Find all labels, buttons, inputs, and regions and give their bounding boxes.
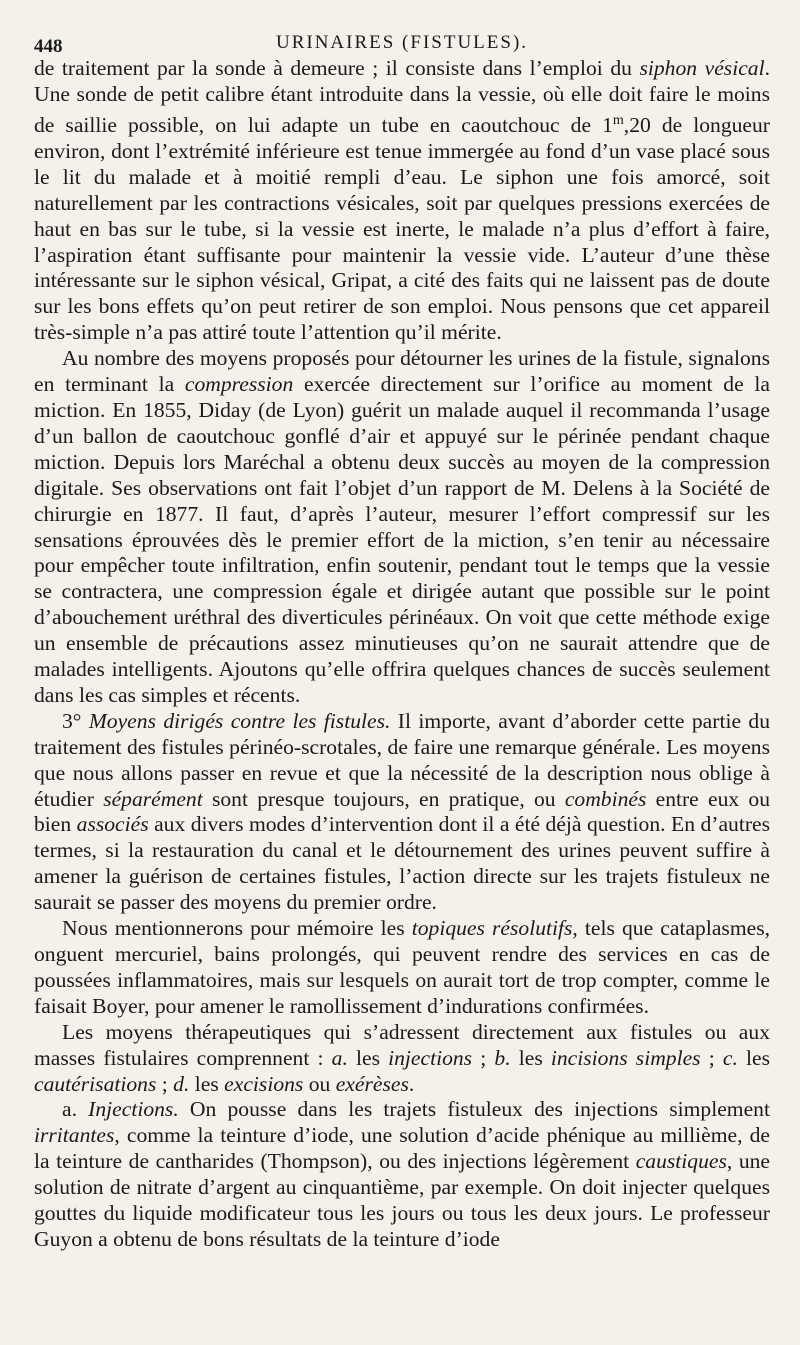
running-title: URINAIRES (FISTULES).: [275, 32, 529, 53]
italic-text-run: caustiques: [635, 1149, 727, 1174]
italic-text-run: irritantes: [34, 1123, 115, 1148]
text-run: a.: [62, 1097, 89, 1122]
page-header: [34, 22, 770, 56]
text-run: .: [408, 1071, 415, 1096]
body-text: [34, 56, 770, 1253]
text-run: , tels que cataplasmes, onguent mercuriel, bains prolongés, qui peuvent rendre des services en cas de poussées inflammatoires, mais sur lesquels on aurait tort de trop compter, comme le faisait Boyer, pour amener le ramollissement d’indurations confirmées.: [34, 916, 770, 1018]
text-run: ;: [472, 1045, 495, 1070]
italic-text-run: incisions simples: [550, 1045, 701, 1070]
text-run: les: [189, 1071, 225, 1096]
italic-text-run: Moyens dirigés contre les fistules.: [88, 708, 391, 733]
italic-text-run: exérèses: [335, 1071, 409, 1096]
text-run: aux divers modes d’intervention dont il a été déjà question. En d’autres termes, si la restauration du canal et le détournement des urines peuvent suffire à amener la guérison de certaines fistules, l’action directe sur les trajets fistuleux ne saurait se passer des moyens du premier ordre.: [34, 812, 770, 915]
text-run: entre eux ou bien: [34, 786, 770, 837]
italic-text-run: siphon vésical: [639, 56, 765, 80]
italic-text-run: compression: [184, 372, 294, 397]
italic-text-run: séparément: [103, 786, 203, 811]
paragraph: [34, 346, 770, 709]
paragraph: [34, 1020, 770, 1098]
text-run: Il importe, avant d’aborder cette partie du traitement des fistules périnéo-scrotales, de faire une remarque générale. Les moyens que nous allons passer en revue et que la nécessité de la description nous oblige à étudier: [34, 708, 770, 811]
text-run: , une solution de nitrate d’argent au cinquantième, par exemple. On doit injecter quelques gouttes du liquide modificateur tous les jours ou tous les deux jours. Le professeur Guyon a obtenu de bons résultats de la teinture d’iode: [34, 1149, 770, 1251]
italic-text-run: Injections.: [88, 1097, 179, 1122]
italic-text-run: c.: [722, 1045, 738, 1070]
text-run: Nous mentionnerons pour mémoire les: [62, 916, 412, 941]
paragraph: [34, 916, 770, 1020]
paragraph: [34, 56, 770, 346]
text-run: sont presque toujours, en pratique, ou: [202, 786, 565, 811]
italic-text-run: topiques résolutifs: [411, 916, 573, 941]
italic-text-run: a.: [331, 1045, 348, 1070]
text-run: On pousse dans les trajets fistuleux des injections simplement: [178, 1097, 770, 1122]
paragraph: [34, 1097, 770, 1252]
text-run: les: [737, 1045, 771, 1070]
text-run: . Une sonde de petit calibre étant introduite dans la vessie, où elle doit faire le moins de saillie possible, on lui adapte un tube en caoutchouc de 1: [34, 56, 770, 137]
text-run: ;: [156, 1071, 174, 1096]
text-run: Les moyens thérapeutiques qui s’adressent directement aux fistules ou aux masses fistulaires comprennent :: [34, 1019, 770, 1070]
paragraph: [34, 709, 770, 916]
italic-text-run: combinés: [564, 786, 647, 811]
text-run: les: [510, 1045, 551, 1070]
text-run: exercée directement sur l’orifice au moment de la miction. En 1855, Diday (de Lyon) guérit un malade auquel il recommanda l’usage d’un ballon de caoutchouc gonflé d’air et appuyé sur le périnée pendant chaque miction. Depuis lors Maréchal a obtenu deux succès au moyen de la compression digitale. Ses observations ont fait l’objet d’un rapport de M. Delens à la Société de chirurgie en 1877. Il faut, d’après l’auteur, mesurer l’effort compressif sur les sensations éprouvées dès le premier effort de la miction, s’en tenir au nécessaire pour empêcher toute infiltration, enfin soutenir, pendant tout le temps que la vessie se contractera, une compression égale et dirigée autant que possible sur le point d’abouchement uréthral des diverticules périnéaux. On voit que cette méthode exige un ensemble de précautions assez minutieuses qu’on ne saurait attendre que de malades intelligents. Ajoutons qu’elle offrira quelques chances de succès seulement dans les cas simples et récents.: [34, 372, 770, 707]
text-run: de traitement par la sonde à demeure ; il consiste dans l’emploi du: [34, 56, 640, 80]
text-run: ou: [303, 1071, 336, 1096]
italic-text-run: excisions: [224, 1071, 304, 1096]
text-run: ;: [700, 1045, 723, 1070]
text-run: les: [347, 1045, 389, 1070]
text-run: m: [612, 111, 624, 128]
italic-text-run: d.: [173, 1071, 190, 1096]
page-number: 448: [34, 36, 63, 57]
text-run: 3°: [62, 708, 89, 733]
italic-text-run: cautérisations: [34, 1071, 157, 1096]
italic-text-run: injections: [388, 1045, 473, 1070]
text-run: , comme la teinture d’iode, une solution d’acide phénique au millième, de la teinture de cantharides (Thompson), ou des injections légèrement: [34, 1123, 770, 1174]
italic-text-run: b.: [494, 1045, 511, 1070]
italic-text-run: associés: [76, 812, 149, 837]
text-run: Au nombre des moyens proposés pour détourner les urines de la fistule, signalons en terminant la: [34, 346, 770, 397]
text-run: ,20 de longueur environ, dont l’extrémité inférieure est tenue immergée au fond d’un vase placé sous le lit du malade et à moitié rempli d’eau. Le siphon une fois amorcé, soit naturellement par les contractions vésicales, soit par quelques pressions exercées de haut en bas sur le tube, si la vessie est inerte, le malade n’a plus d’effort à faire, l’aspiration étant suffisante pour maintenir la vessie vide. L’auteur d’une thèse intéressante sur le siphon vésical, Gripat, a cité des faits qui ne laissent pas de doute sur les bons effets qu’on peut retirer de son emploi. Nous pensons que cet appareil très-simple n’a pas attiré toute l’attention qu’il mérite.: [34, 113, 770, 345]
